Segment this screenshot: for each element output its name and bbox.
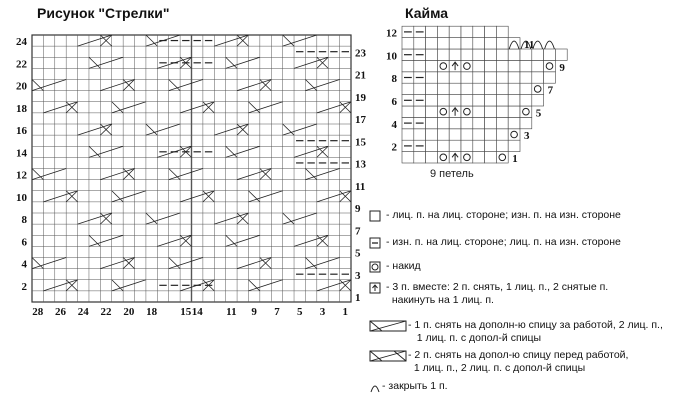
edging-cell	[426, 152, 438, 163]
edging-cell	[426, 38, 438, 49]
edging-row-number-left: 12	[386, 27, 397, 40]
edging-cell	[461, 72, 473, 83]
edging-cell	[461, 152, 473, 163]
edging-cell	[485, 95, 497, 106]
edging-cell	[485, 83, 497, 94]
edging-cell	[496, 129, 508, 140]
edging-cell	[437, 38, 449, 49]
edging-cell	[508, 72, 520, 83]
edging-cell	[402, 83, 414, 94]
edging-cell	[485, 26, 497, 37]
row-number-right: 23	[355, 47, 366, 60]
edging-cell	[461, 129, 473, 140]
edging-cell	[449, 117, 461, 128]
edging-cell	[544, 49, 556, 60]
edging-cell	[414, 129, 426, 140]
edging-cell	[449, 95, 461, 106]
edging-cell	[532, 95, 544, 106]
edging-cell	[473, 49, 485, 60]
edging-cell	[402, 152, 414, 163]
edging-cell	[449, 140, 461, 151]
edging-cell	[508, 140, 520, 151]
edging-cell	[520, 106, 532, 117]
edging-cell	[485, 106, 497, 117]
edging-cell	[402, 38, 414, 49]
row-number-right: 7	[355, 225, 361, 238]
edging-row-number-right: 7	[547, 84, 554, 97]
column-number: 15	[180, 306, 192, 318]
edging-cell	[496, 95, 508, 106]
edging-row-number-left: 2	[391, 141, 397, 154]
column-number: 28	[32, 306, 44, 318]
edging-cell	[426, 49, 438, 60]
column-number: 22	[100, 306, 112, 318]
legend-text-bind-off: - закрыть 1 п.	[382, 380, 448, 392]
edging-cell	[496, 26, 508, 37]
edging-row-number-right: 9	[559, 61, 565, 74]
edging-cell	[402, 60, 414, 71]
edging-cell	[496, 140, 508, 151]
row-number-right: 13	[355, 158, 366, 171]
edging-cell	[508, 95, 520, 106]
edging-cell	[508, 106, 520, 117]
row-number-right: 5	[355, 247, 361, 260]
row-number-left: 14	[16, 147, 27, 160]
edging-cell	[520, 72, 532, 83]
edging-cell	[555, 49, 567, 60]
edging-cell	[496, 83, 508, 94]
edging-cell	[449, 83, 461, 94]
edging-cell	[485, 129, 497, 140]
row-number-right: 15	[355, 136, 366, 149]
edging-cell	[508, 49, 520, 60]
row-number-right: 3	[355, 269, 361, 282]
edging-cell	[414, 152, 426, 163]
edging-cell	[414, 38, 426, 49]
edging-cell	[520, 83, 532, 94]
edging-cell	[414, 60, 426, 71]
row-number-left: 22	[16, 58, 27, 71]
column-number: 18	[146, 306, 158, 318]
legend-item-purl	[368, 236, 621, 249]
edging-cell	[426, 26, 438, 37]
arrows-chart-title: Рисунок "Стрелки"	[37, 5, 170, 21]
edging-row-number-left: 10	[386, 50, 397, 63]
edging-cell	[437, 60, 449, 71]
row-number-left: 8	[21, 214, 27, 227]
edging-cell	[414, 106, 426, 117]
edging-cell	[437, 152, 449, 163]
edging-cell	[473, 106, 485, 117]
legend-item-yarn-over	[368, 260, 421, 273]
legend-item-knit	[368, 209, 621, 222]
edging-cell	[485, 49, 497, 60]
row-number-left: 24	[16, 36, 27, 49]
edging-cell	[508, 83, 520, 94]
arrows-chart-grid	[32, 35, 351, 302]
column-number: 11	[226, 306, 237, 318]
edging-cell	[532, 72, 544, 83]
edging-cell	[496, 38, 508, 49]
edging-cell	[485, 60, 497, 71]
edging-cell	[449, 129, 461, 140]
edging-cell	[461, 140, 473, 151]
edging-cell	[520, 60, 532, 71]
edging-cell	[426, 83, 438, 94]
edging-cell	[461, 60, 473, 71]
edging-cell	[437, 95, 449, 106]
edging-cell	[437, 106, 449, 117]
column-number: 14	[191, 306, 203, 318]
edging-cell	[426, 106, 438, 117]
edging-cell	[485, 72, 497, 83]
edging-row-number-right: 1	[512, 153, 518, 165]
row-number-right: 17	[355, 114, 366, 126]
edging-cell	[496, 49, 508, 60]
stitch-count-label: 9 петель	[430, 168, 474, 180]
edging-cell	[485, 152, 497, 163]
edging-cell	[437, 117, 449, 128]
legend-text-purl: - изн. п. на лиц. стороне; лиц. п. на изн. стороне	[386, 236, 621, 248]
edging-cell	[496, 117, 508, 128]
column-number: 20	[123, 306, 135, 318]
edging-cell	[473, 83, 485, 94]
legend-text-knit: - лиц. п. на лиц. стороне; изн. п. на изн. стороне	[386, 209, 621, 221]
edging-cell	[508, 117, 520, 128]
edging-cell	[437, 49, 449, 60]
edging-cell	[485, 140, 497, 151]
column-number: 7	[274, 306, 280, 318]
row-number-left: 10	[16, 191, 27, 204]
row-number-left: 2	[21, 280, 27, 293]
edging-cell	[461, 95, 473, 106]
edging-cell	[414, 83, 426, 94]
column-number: 1	[342, 306, 349, 318]
edging-cell	[449, 72, 461, 83]
edging-bind-off-arc	[545, 41, 555, 49]
column-number: 3	[319, 306, 326, 318]
edging-cell	[485, 38, 497, 49]
edging-cell	[426, 140, 438, 151]
edging-cell	[437, 26, 449, 37]
edging-cell	[473, 152, 485, 163]
edging-cell	[426, 129, 438, 140]
edging-cell	[473, 140, 485, 151]
legend-item-right-cross	[368, 319, 663, 344]
edging-cell	[520, 95, 532, 106]
row-number-left: 12	[16, 169, 27, 182]
column-number: 26	[54, 306, 66, 318]
legend-item-bind-off	[368, 380, 448, 393]
edging-cell	[485, 117, 497, 128]
edging-cell	[508, 129, 520, 140]
edging-cell	[461, 117, 473, 128]
edging-cell	[461, 26, 473, 37]
row-number-right: 21	[355, 69, 366, 82]
edging-cell	[426, 117, 438, 128]
edging-cell	[508, 60, 520, 71]
edging-cell	[473, 95, 485, 106]
legend-item-k3tog	[368, 281, 608, 306]
edging-cell	[496, 152, 508, 163]
edging-cell	[532, 60, 544, 71]
edging-cell	[473, 117, 485, 128]
row-number-right: 19	[355, 91, 366, 104]
edging-cell	[402, 129, 414, 140]
edging-cell	[426, 60, 438, 71]
edging-cell	[520, 117, 532, 128]
edging-cell	[496, 106, 508, 117]
edging-cell	[449, 49, 461, 60]
row-number-right: 1	[355, 292, 361, 304]
edging-cell	[437, 129, 449, 140]
edging-cell	[473, 129, 485, 140]
column-number: 24	[77, 306, 89, 318]
edging-chart-grid	[402, 26, 567, 163]
edging-cell	[496, 72, 508, 83]
edging-row-number-right: 11	[524, 39, 535, 51]
edging-cell	[461, 49, 473, 60]
edging-cell	[544, 60, 556, 71]
edging-cell	[473, 26, 485, 37]
row-number-left: 18	[16, 102, 27, 115]
row-number-left: 6	[21, 236, 27, 249]
edging-cell	[449, 26, 461, 37]
edging-cell	[426, 72, 438, 83]
legend-text-yarn-over: - накид	[386, 260, 421, 272]
edging-cell	[402, 106, 414, 117]
edging-cell	[473, 72, 485, 83]
edging-cell	[437, 72, 449, 83]
row-number-right: 9	[355, 203, 361, 215]
edging-cell	[544, 72, 556, 83]
edging-cell	[437, 140, 449, 151]
row-number-left: 20	[16, 80, 27, 93]
edging-cell	[461, 38, 473, 49]
edging-row-number-right: 5	[535, 107, 542, 120]
edging-chart-title: Кайма	[405, 5, 449, 21]
edging-row-number-left: 8	[391, 73, 397, 86]
legend-text-k3tog: - 3 п. вместе: 2 п. снять, 1 лиц. п., 2 снятые п. накинуть на 1 лиц. п.	[386, 281, 609, 306]
column-number: 9	[251, 306, 257, 318]
column-number: 5	[296, 306, 303, 318]
edging-cell	[449, 38, 461, 49]
row-number-left: 4	[21, 258, 27, 271]
edging-row-number-right: 3	[524, 130, 530, 143]
edging-cell	[426, 95, 438, 106]
edging-cell	[496, 60, 508, 71]
legend-item-left-cross	[368, 349, 628, 374]
edging-row-number-left: 4	[391, 118, 397, 131]
edging-cell	[437, 83, 449, 94]
edging-cell	[532, 83, 544, 94]
row-number-left: 16	[16, 125, 27, 138]
legend-text-left-cross: - 2 п. снять на допол-ю спицу перед работой, 1 лиц. п., 2 лиц. п. с допол-й спицы	[408, 349, 629, 374]
edging-cell	[461, 83, 473, 94]
edging-cell	[473, 60, 485, 71]
edging-row-number-left: 6	[391, 96, 397, 108]
row-number-right: 11	[355, 180, 366, 193]
edging-cell	[473, 38, 485, 49]
legend-text-right-cross: - 1 п. снять на дополн-ю спицу за работой, 2 лиц. п., 1 лиц. п. с допол-й спицы	[408, 319, 663, 344]
edging-cell	[461, 106, 473, 117]
